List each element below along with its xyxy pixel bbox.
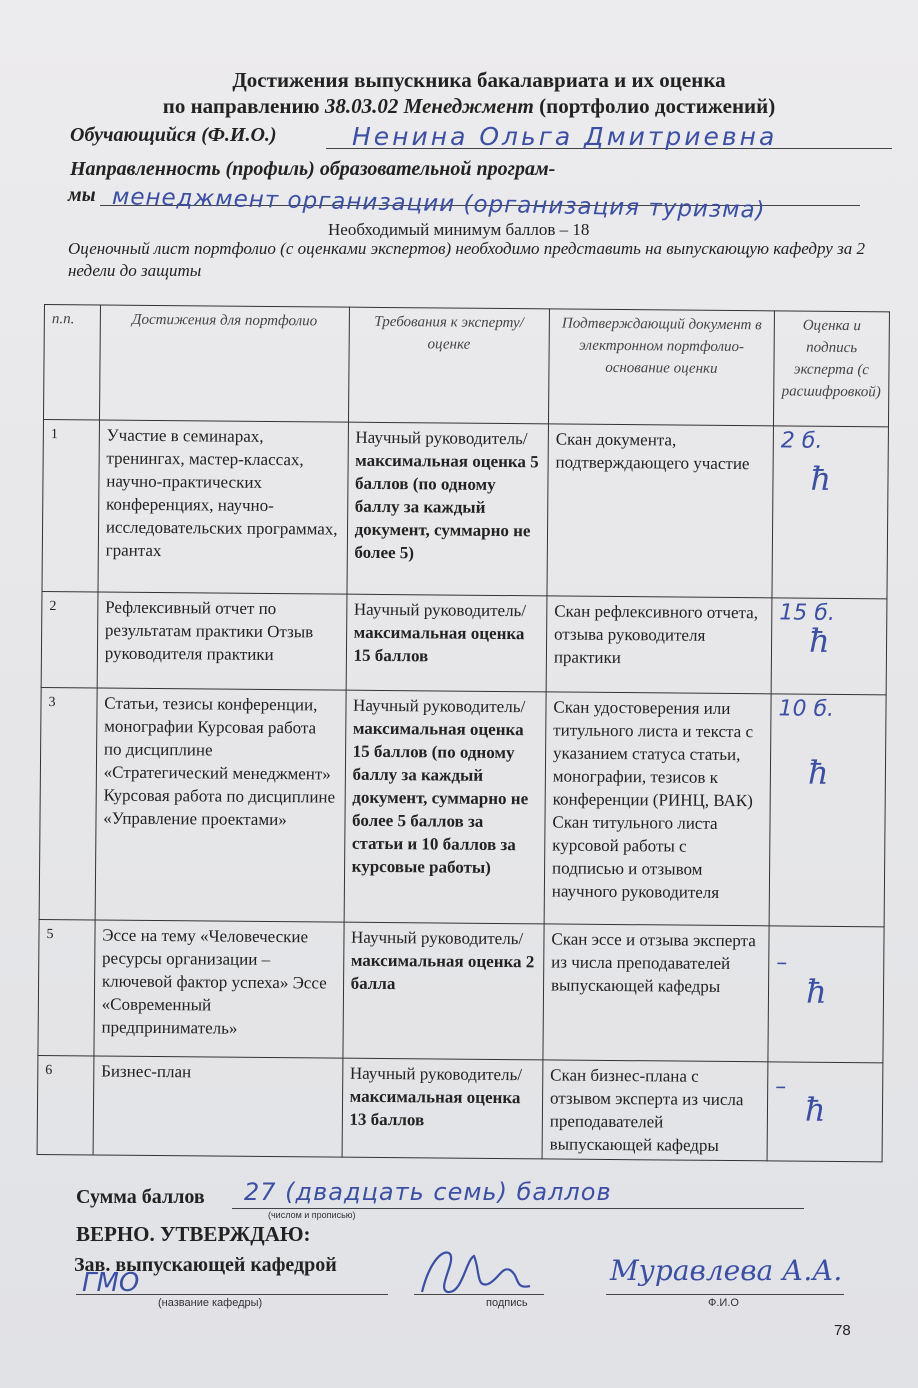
header-num: п.п. xyxy=(43,305,100,420)
subtitle-suffix: (портфолио достижений) xyxy=(533,94,776,118)
department-handwritten: ГМО xyxy=(82,1268,140,1298)
req-plain: Научный руководитель/ xyxy=(355,427,528,449)
row-achievement: Бизнес-план xyxy=(93,1056,343,1157)
table-row xyxy=(42,419,888,598)
table-row xyxy=(38,919,884,1062)
submission-note: Оценочный лист портфолио (с оценками экспертов) необходимо представить на выпускающую кафедру за 2 недели до защиты xyxy=(68,239,865,280)
fio-underline xyxy=(606,1294,844,1295)
req-bold: максимальная оценка 2 балла xyxy=(350,950,535,994)
expert-signature: ħ xyxy=(808,621,830,660)
student-label: Обучающийся (Ф.И.О.) xyxy=(70,124,277,146)
row-score xyxy=(768,926,884,1063)
row-document: Скан бизнес-плана с отзывом эксперта из числа преподавателей выпускающей кафедры xyxy=(542,1060,768,1161)
row-requirements xyxy=(347,422,549,596)
row-achievement: Статьи, тезисы конференции, монографии Курсовая работа по дисциплине «Стратегический менеджмент» Курсовая работа по дисциплине «Управление проектами» xyxy=(95,688,346,922)
total-score-label: Сумма баллов xyxy=(76,1186,205,1208)
profile-label-line1: Направленность (профиль) образовательной програм- xyxy=(70,158,556,180)
expert-signature: ħ xyxy=(804,1090,826,1129)
signature-caption: подпись xyxy=(486,1297,528,1309)
min-score-label: Необходимый минимум баллов – 18 xyxy=(328,220,590,239)
row-score xyxy=(769,694,886,927)
row-requirements xyxy=(343,922,545,1060)
row-requirements xyxy=(344,690,546,924)
department-caption: (название кафедры) xyxy=(158,1297,263,1309)
req-plain: Научный руководитель/ xyxy=(350,927,524,949)
head-of-department-label: Зав. выпускающей кафедрой xyxy=(74,1254,337,1276)
student-name-handwritten: Ненина Ольга Дмитриевна xyxy=(352,122,778,151)
row-score xyxy=(767,1062,883,1162)
row-achievement: Эссе на тему «Человеческие ресурсы организации – ключевой фактор успеха» Эссе «Современный предприниматель» xyxy=(94,920,344,1058)
row-score xyxy=(772,426,888,599)
head-signature xyxy=(410,1240,550,1308)
row-num: 2 xyxy=(41,591,98,687)
row-achievement: Участие в семинарах, тренингах, мастер-классах, научно-практических конференциях, научно-исследовательских программах, грантах xyxy=(98,420,348,594)
profile-label-line2: мы xyxy=(68,184,96,206)
row-achievement: Рефлексивный отчет по результатам практики Отзыв руководителя практики xyxy=(97,592,347,690)
page-number: 78 xyxy=(834,1322,851,1339)
score-handwritten: 10 б. xyxy=(778,696,835,722)
row-num: 5 xyxy=(38,919,95,1055)
row-num: 6 xyxy=(37,1055,94,1154)
portfolio-table xyxy=(37,304,890,1162)
document-subtitle xyxy=(10,94,918,119)
row-num: 1 xyxy=(42,419,99,591)
approval-title: ВЕРНО. УТВЕРЖДАЮ: xyxy=(76,1222,311,1246)
header-document: Подтверждающий документ в электронном портфолио-основание оценки xyxy=(548,309,774,426)
row-document: Скан документа, подтверждающего участие xyxy=(547,424,774,598)
row-document: Скан удостоверения или титульного листа и текста с указанием статуса статьи, монографии, тезисов к конференции (РИНЦ, ВАК) Скан титульного листа курсовой работы с подписью и отзывом научного руководителя xyxy=(544,692,771,926)
row-requirements xyxy=(346,594,547,692)
head-fio-handwritten: Муравлева А.А. xyxy=(610,1254,843,1287)
total-underline xyxy=(232,1208,804,1209)
score-handwritten: – xyxy=(776,950,788,976)
row-document: Скан рефлексивного отчета, отзыва руководителя практики xyxy=(546,596,772,694)
fio-caption: Ф.И.О xyxy=(708,1297,739,1309)
req-plain: Научный руководитель/ xyxy=(353,599,527,621)
row-document: Скан эссе и отзыва эксперта из числа преподавателей выпускающей кафедры xyxy=(543,924,769,1062)
table-header-row xyxy=(43,305,889,427)
header-score: Оценка и подпись эксперта (с расшифровкой) xyxy=(773,311,889,427)
req-plain: Научный руководитель/ xyxy=(353,695,526,717)
score-handwritten: 2 б. xyxy=(780,428,823,454)
row-score xyxy=(771,598,887,695)
subtitle-prefix: по направлению xyxy=(162,94,325,118)
score-handwritten: – xyxy=(775,1074,787,1100)
score-handwritten: 15 б. xyxy=(779,600,836,626)
req-bold: максимальная оценка 15 баллов (по одному баллу за каждый документ, суммарно не более 5 баллов за статьи и 10 баллов за курсовые работы) xyxy=(351,718,529,877)
profile-value-handwritten: менеджмент организации (организация туризма) xyxy=(111,184,766,224)
table-row xyxy=(39,687,886,926)
req-bold: максимальная оценка 5 баллов (по одному баллу за каждый документ, суммарно не более 5) xyxy=(354,450,539,563)
total-caption: (числом и прописью) xyxy=(268,1210,356,1220)
expert-signature: ħ xyxy=(810,459,832,498)
header-requirements: Требования к эксперту/оценке xyxy=(348,307,549,424)
expert-signature: ħ xyxy=(807,753,829,792)
req-bold: максимальная оценка 15 баллов xyxy=(353,622,525,666)
subtitle-direction: 38.03.02 Менеджмент xyxy=(324,94,534,118)
table-row xyxy=(37,1055,883,1161)
row-requirements xyxy=(342,1058,543,1159)
req-plain: Научный руководитель/ xyxy=(349,1063,523,1085)
header-achievement: Достижения для портфолио xyxy=(99,305,349,422)
document-title: Достижения выпускника бакалавриата и их оценка xyxy=(232,68,726,92)
req-bold: максимальная оценка 13 баллов xyxy=(349,1086,521,1130)
total-score-handwritten: 27 (двадцать семь) баллов xyxy=(244,1178,612,1206)
expert-signature: ħ xyxy=(805,972,827,1011)
row-num: 3 xyxy=(39,687,97,919)
table-row xyxy=(41,591,887,694)
